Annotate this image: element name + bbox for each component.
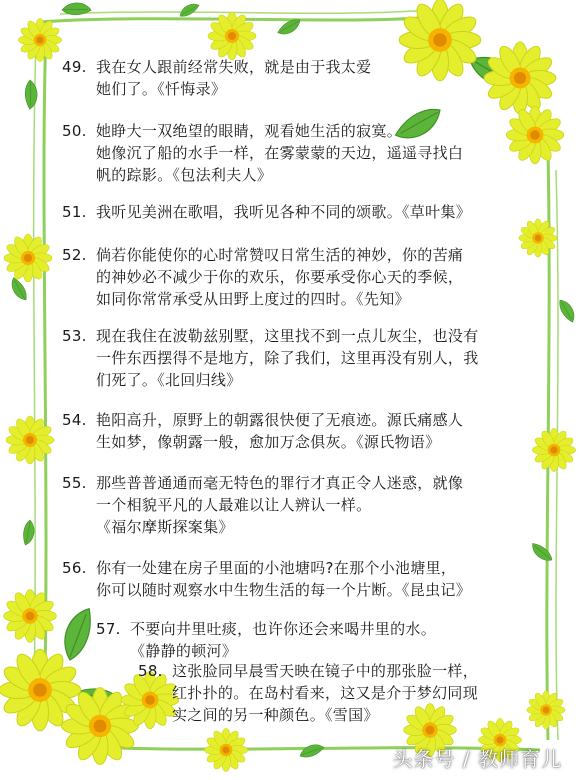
quote-text: 那些普普通通而毫无特色的罪行才真正令人迷惑，就像 bbox=[96, 474, 464, 492]
quote-text: 她睁大一双绝望的眼睛，观看她生活的寂寞。 bbox=[96, 122, 403, 140]
quote-number: 52. bbox=[62, 246, 87, 264]
quote-58 bbox=[138, 660, 478, 726]
quote-number: 58. bbox=[138, 662, 163, 680]
quote-55 bbox=[62, 472, 463, 538]
quote-text: 一件东西摆得不是地方，除了我们，这里再没有别人，我 bbox=[96, 349, 479, 367]
quote-text: 生如梦，像朝露一般，愈加万念俱灰。《源氏物语》 bbox=[96, 433, 441, 451]
quote-text: 们死了。《北回归线》 bbox=[96, 371, 242, 389]
quote-49 bbox=[62, 56, 371, 100]
quote-text: 我听见美洲在歌唱，我听见各种不同的颂歌。《草叶集》 bbox=[96, 203, 472, 221]
quote-text: 艳阳高升，原野上的朝露很快便了无痕迹。源氏痛感人 bbox=[96, 411, 464, 429]
quote-text: 的神妙必不减少于你的欢乐，你要承受你心天的季候， bbox=[96, 268, 464, 286]
quote-number: 57. bbox=[96, 620, 121, 638]
quote-text: 她像沉了船的水手一样，在雾蒙蒙的天边，遥遥寻找白 bbox=[96, 144, 464, 162]
quote-56 bbox=[62, 557, 471, 601]
quote-number: 50. bbox=[62, 122, 87, 140]
quote-text: 你可以随时观察水中生物生活的每一个片断。《昆虫记》 bbox=[96, 581, 472, 599]
quote-52 bbox=[62, 244, 463, 310]
quote-text: 现在我住在波勒兹别墅，这里找不到一点儿灰尘，也没有 bbox=[96, 327, 479, 345]
quote-number: 53. bbox=[62, 327, 87, 345]
quote-57 bbox=[96, 618, 436, 662]
quote-text: 不要向井里吐痰，也许你还会来喝井里的水。 bbox=[130, 620, 437, 638]
quote-51 bbox=[62, 201, 471, 223]
quote-text: 倘若你能使你的心时常赞叹日常生活的神妙，你的苦痛 bbox=[96, 246, 464, 264]
quote-text: 《福尔摩斯探案集》 bbox=[96, 518, 234, 536]
quote-54 bbox=[62, 409, 463, 453]
quote-number: 56. bbox=[62, 559, 87, 577]
quote-50 bbox=[62, 120, 463, 186]
quote-text: 她们了。《忏悔录》 bbox=[96, 80, 227, 98]
quote-text: 这张脸同早晨雪天映在镜子中的那张脸一样， bbox=[172, 662, 479, 680]
quote-text: 《静静的顿河》 bbox=[130, 642, 238, 660]
watermark: 头条号 / 教师育儿 bbox=[392, 747, 562, 771]
quote-text: 红扑扑的。在岛村看来，这又是介于梦幻同现 bbox=[172, 684, 479, 702]
quote-number: 51. bbox=[62, 203, 87, 221]
quote-number: 54. bbox=[62, 411, 87, 429]
quote-text: 你有一处建在房子里面的小池塘吗?在那个小池塘里， bbox=[96, 559, 457, 577]
quote-text: 实之间的另一种颜色。《雪国》 bbox=[172, 706, 379, 724]
quote-text: 如同你常常承受从田野上度过的四时。《先知》 bbox=[96, 290, 410, 308]
quote-number: 55. bbox=[62, 474, 87, 492]
quote-53 bbox=[62, 325, 479, 391]
quote-number: 49. bbox=[62, 58, 87, 76]
quote-text: 帆的踪影。《包法利夫人》 bbox=[96, 166, 273, 184]
quote-text: 一个相貌平凡的人最难以让人辨认一样。 bbox=[96, 496, 372, 514]
quote-text: 我在女人跟前经常失败，就是由于我太爱 bbox=[96, 58, 372, 76]
